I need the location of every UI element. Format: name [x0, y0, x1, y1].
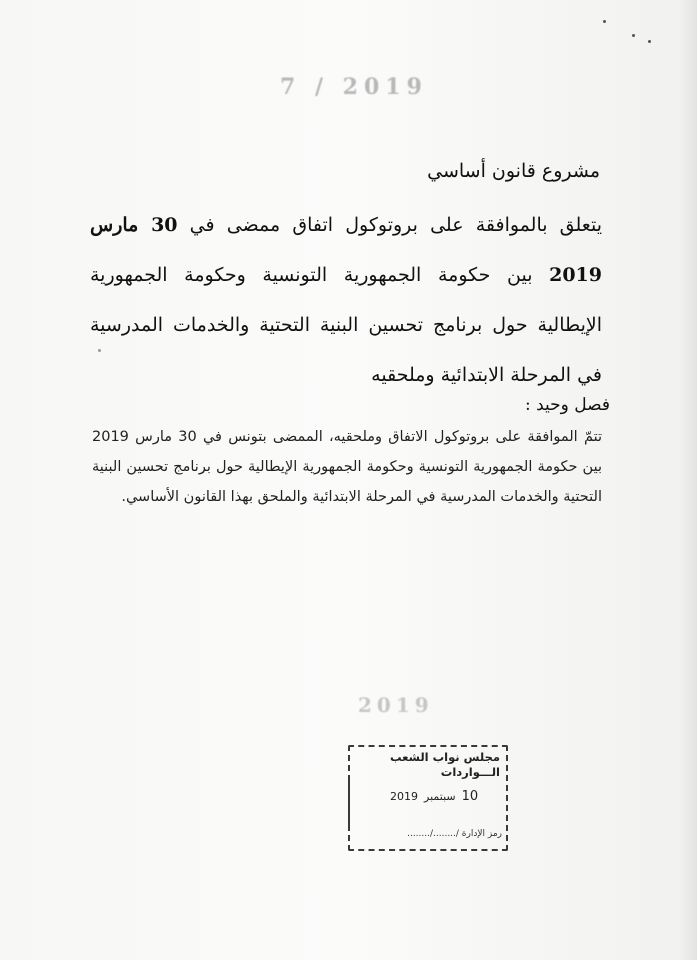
stamp-bracket	[348, 775, 350, 827]
subject-text-start: يتعلق بالموافقة على بروتوكول اتفاق ممضى في	[177, 214, 602, 236]
subject-date: 30 مارس 2019	[90, 214, 602, 286]
scan-speck	[632, 34, 635, 37]
stamp-admin-code: رمز الإدارة /......../........	[407, 829, 502, 839]
stamp-date-month: سبتمبر	[424, 790, 456, 803]
article-heading: فصل وحيد :	[524, 395, 610, 415]
scan-edge-shadow	[679, 0, 697, 960]
article-body: تتمّ الموافقة على بروتوكول الاتفاق وملحقيه، الممضى بتونس في 30 مارس 2019 بين حكومة الجمهورية التونسية وحكومة الجمهورية الإيطالية حول برنامج تحسين البنية التحتية والخدمات المدرسية في المرحلة الابتدائية والملحق بهذا القانون الأساسي.	[92, 429, 602, 505]
registration-stamp	[348, 745, 508, 851]
stamp-date-year: 2019	[390, 790, 418, 803]
stamp-section: الـــواردات	[440, 765, 500, 779]
reference-number: 7 / 2019	[280, 74, 428, 100]
scan-speck	[98, 349, 101, 352]
document-title: مشروع قانون أساسي	[427, 160, 600, 182]
document-subject	[90, 200, 602, 400]
faint-stamp-number: 2019	[358, 693, 434, 717]
scan-speck	[603, 20, 606, 23]
subject-text-end: بين حكومة الجمهورية التونسية وحكومة الجمهورية الإيطالية حول برنامج تحسين البنية التحتية والخدمات المدرسية في المرحلة الابتدائية وملحقيه	[90, 264, 602, 386]
scan-speck	[648, 40, 651, 43]
stamp-institution: مجلس نواب الشعب	[389, 750, 500, 764]
stamp-date	[390, 789, 490, 804]
stamp-date-day: 10	[461, 789, 479, 804]
